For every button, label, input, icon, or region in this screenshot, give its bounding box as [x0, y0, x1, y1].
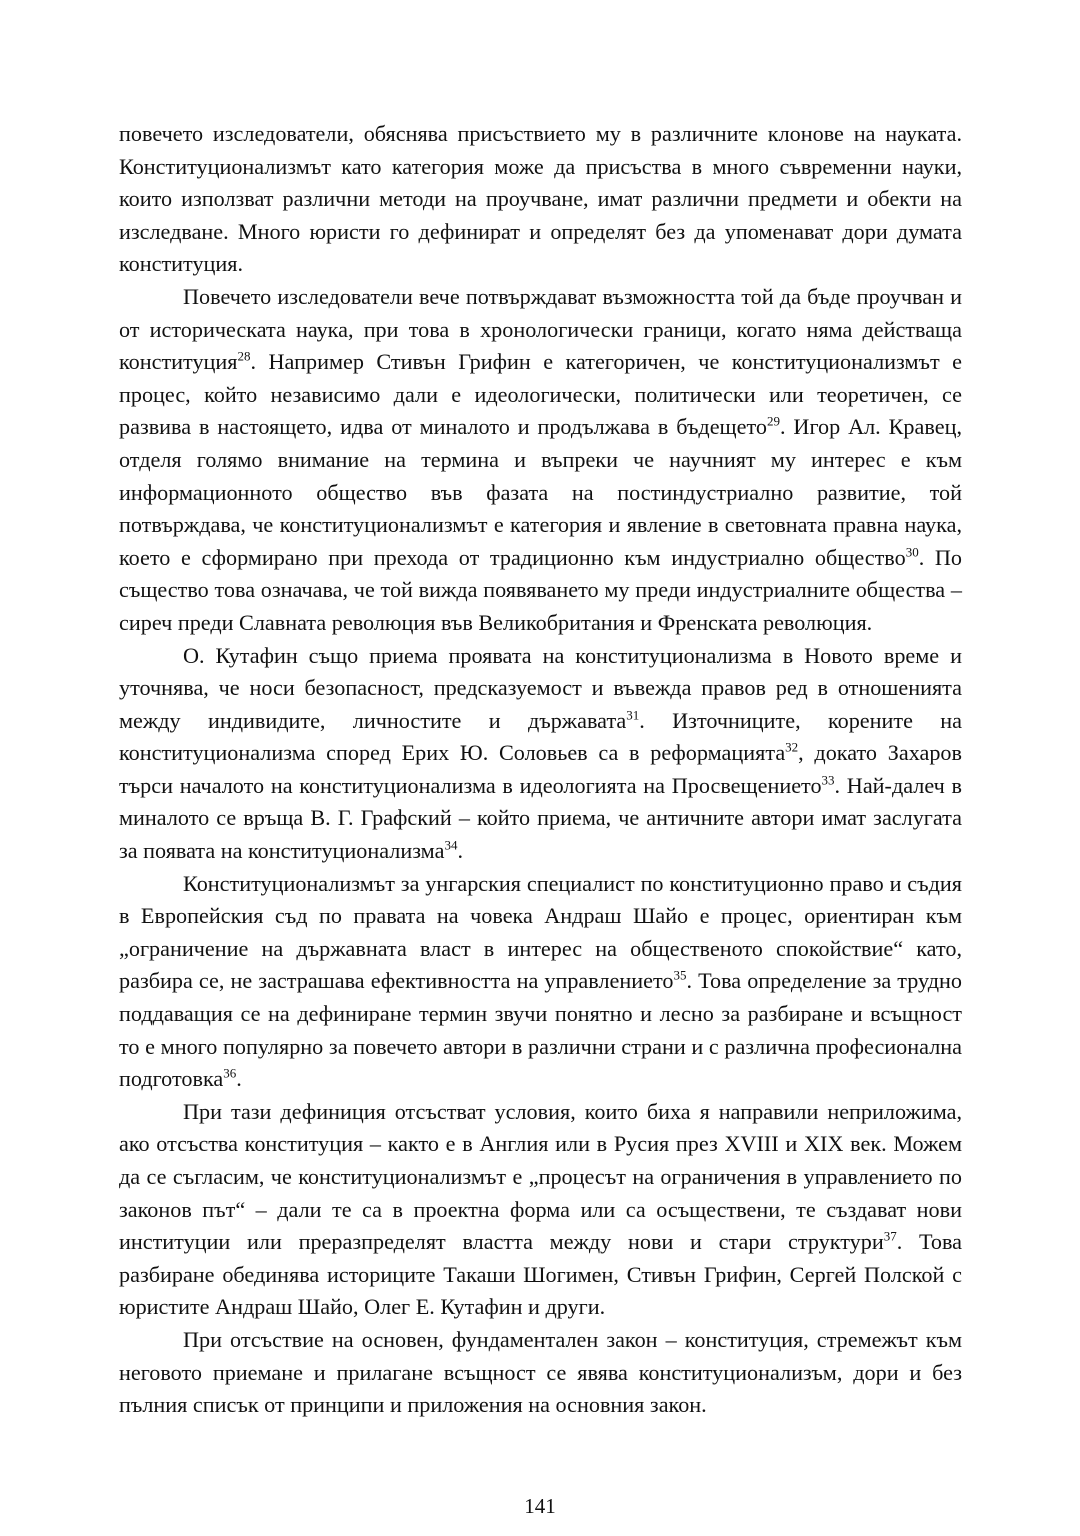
paragraph	[119, 868, 962, 1096]
paragraph	[119, 640, 962, 868]
text-run: . Източниците, корените на конституционализма според Ерих Ю. Соловьев са в реформацията	[119, 707, 962, 766]
body-text	[119, 118, 962, 1422]
footnote-marker[interactable]: 29	[766, 413, 780, 429]
text-run: О. Кутафин също приема проявата на конституционализма в Новото време и уточнява, че носи безопасност, предсказуемост и въвежда правов ред в отношенията между индивидите, личностите и държавата	[119, 642, 962, 733]
page-number: 141	[524, 1494, 556, 1518]
text-run: При тази дефиниция отсъстват условия, които биха я направили неприложима, ако отсъства конституция – както е в Англия или в Русия през XVIII и XIX век. Можем да се съгласим, че конституционализмът е „процесът на ограничения в управлението по законов път“ – дали те са в проектна форма или са осъществени, те създават нови институции или преразпределят властта между нови и стари структури	[119, 1098, 962, 1255]
text-run: . Това разбиране обединява историците Такаши Шогимен, Стивън Грифин, Сергей Полской с юристите Андраш Шайо, Олег Е. Кутафин и други.	[119, 1229, 962, 1320]
text-run: Конституционализмът за унгарския специалист по конституционно право и съдия в Европейския съд по правата на човека Андраш Шайо е процес, ориентиран към „ограничение на държавната власт в интерес на общественото спокойствие“ като, разбира се, не застрашава ефективността на управлението	[119, 870, 962, 994]
footnote-marker[interactable]: 36	[223, 1065, 237, 1081]
footnote-marker[interactable]: 30	[905, 544, 919, 560]
text-run: . Например Стивън Грифин е категоричен, че конституционализмът е процес, който независимо дали е идеологически, политически или теоретичен, се развива в настоящето, идва от миналото и продължава в бъдещето	[119, 349, 962, 440]
text-run: . Игор Ал. Кравец, отделя голямо внимание на термина и въпреки че научният му интерес е към информационното общество във фазата на постиндустриално развитие, той потвърждава, че конституционализмът е категория и явление в световната правна наука, което е сформирано при прехода от традиционно към индустриално общество	[119, 414, 962, 570]
text-run: .	[236, 1066, 242, 1092]
paragraph	[119, 1324, 962, 1422]
document-page	[119, 118, 962, 1518]
text-run: . Това определение за трудно поддаващия се на дефиниране термин звучи понятно и лесно за разбиране и всъщност то е много популярно за повечето автори в различни страни и с различна професионална подготовка	[119, 968, 962, 1092]
text-run: . Най-далеч в миналото се връща В. Г. Графский – който приема, че античните автори имат заслугата за появата на конституционализма	[119, 772, 962, 864]
text-run: . По същество това означава, че той вижда появяването му преди индустриалните общества – сиреч преди Славната революция във Великобритания и Френската революция.	[119, 544, 963, 635]
footnote-marker[interactable]: 28	[237, 348, 251, 364]
footnote-marker[interactable]: 32	[785, 739, 799, 755]
paragraph	[119, 118, 962, 281]
footnote-marker[interactable]: 34	[444, 837, 458, 853]
text-run: Повечето изследователи вече потвърждават възможността той да бъде проучван и от историческата наука, при това в хронологически граници, когато няма действаща конституция	[119, 283, 962, 375]
footnote-marker[interactable]: 35	[673, 968, 687, 984]
paragraph	[119, 281, 962, 640]
footnote-marker[interactable]: 33	[821, 772, 835, 788]
footnote-marker[interactable]: 31	[626, 707, 640, 723]
text-run: .	[457, 838, 463, 864]
text-run: повечето изследователи, обяснява присъствието му в различните клонове на науката. Конституционализмът като категория може да присъства в много съвременни науки, които използват различни методи на проучване, имат различни предмети и обекти на изследване. Много юристи го дефинират и определят без да упоменават дори думата конституция.	[119, 121, 962, 277]
text-run: , докато Захаров търси началото на конституционализма в идеологията на Просвещението	[119, 740, 963, 798]
footnote-marker[interactable]: 37	[883, 1228, 897, 1244]
paragraph	[119, 1096, 962, 1324]
text-run: При отсъствие на основен, фундаментален закон – конституция, стремежът към неговото приемане и прилагане всъщност се явява конституционализъм, дори и без пълния списък от принципи и приложения на основния закон.	[119, 1326, 962, 1418]
